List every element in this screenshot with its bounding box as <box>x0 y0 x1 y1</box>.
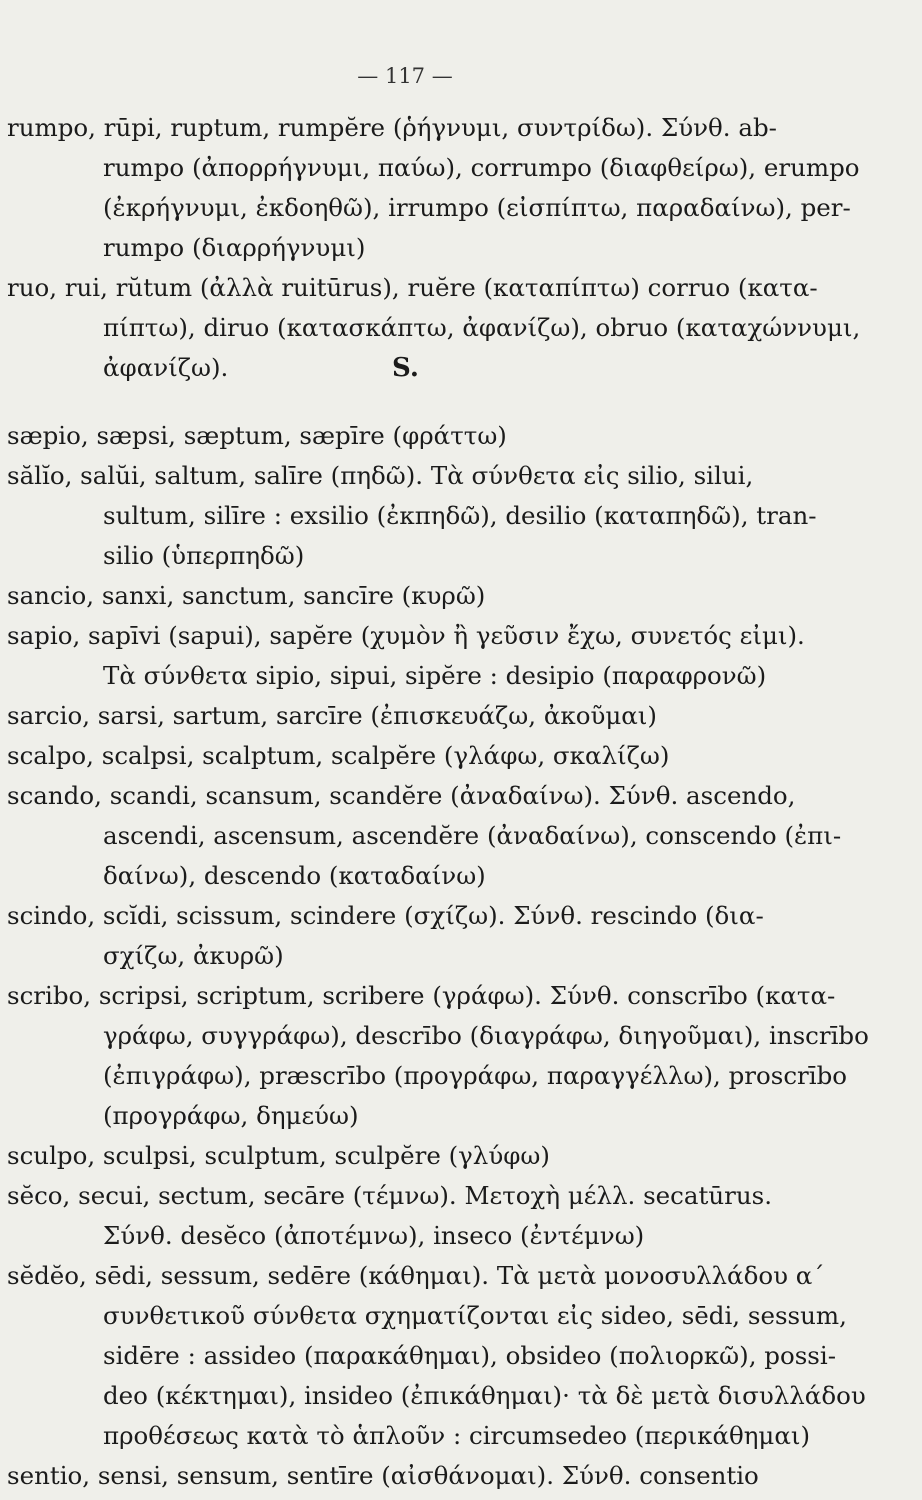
entry-headword-line: sarcio, sarsi, sartum, sarcīre (ἐπισκευάζω, ἀκοῦμαι) <box>7 701 657 730</box>
entry-continuation-line: rumpo (ἀπορρήγνυμι, παύω), corrumpo (διαφθείρω), erumpo <box>103 153 860 182</box>
entry-continuation-line: Σύνθ. desĕco (ἀποτέμνω), inseco (ἐντέμνω) <box>103 1221 645 1250</box>
entry-headword-line: sălĭo, salŭi, saltum, salīre (πηδῶ). Τὰ σύνθετα εἰς silio, silui, <box>7 461 754 490</box>
entry-continuation-line: sultum, silīre : exsilio (ἐκπηδῶ), desilio (καταπηδῶ), tran- <box>103 501 817 530</box>
entry-continuation-line: (προγράφω, δημεύω) <box>103 1101 359 1130</box>
entry-headword-line: scalpo, scalpsi, scalptum, scalpĕre (γλάφω, σκαλίζω) <box>7 741 670 770</box>
entry-headword-line: sapio, sapīvi (sapui), sapĕre (χυμὸν ἢ γεῦσιν ἔχω, συνετός εἰμι). <box>7 621 805 650</box>
entry-continuation-line: ἀφανίζω). <box>103 353 229 382</box>
entry-headword-line: scando, scandi, scansum, scandĕre (ἀναδαίνω). Σύνθ. ascendo, <box>7 781 796 810</box>
entry-continuation-line: πίπτω), diruo (κατασκάπτω, ἀφανίζω), obruo (καταχώννυμι, <box>103 313 861 342</box>
entry-headword-line: sæpio, sæpsi, sæptum, sæpīre (φράττω) <box>7 421 507 450</box>
entry-continuation-line: σχίζω, ἀκυρῶ) <box>103 941 284 970</box>
entry-continuation-line: συνθετικοῦ σύνθετα σχηματίζονται εἰς sideo, sēdi, sessum, <box>103 1301 847 1330</box>
entry-headword-line: sentio, sensi, sensum, sentīre (αἰσθάνομαι). Σύνθ. consentio <box>7 1461 759 1490</box>
page-number: — 117 — <box>357 64 453 88</box>
entry-continuation-line: ascendi, ascensum, ascendĕre (ἀναδαίνω), conscendo (ἐπι- <box>103 821 842 850</box>
entry-headword-line: rumpo, rūpi, ruptum, rumpĕre (ῥήγνυμι, συντρίδω). Σύνθ. ab- <box>7 113 777 142</box>
section-letter-heading: S. <box>392 353 419 383</box>
entry-continuation-line: δαίνω), descendo (καταδαίνω) <box>103 861 486 890</box>
entry-headword-line: scribo, scripsi, scriptum, scribere (γράφω). Σύνθ. conscrībo (κατα- <box>7 981 836 1010</box>
entry-continuation-line: (ἐπιγράφω), præscrībo (προγράφω, παραγγέλλω), proscrībo <box>103 1061 848 1090</box>
entry-continuation-line: προθέσεως κατὰ τὸ ἁπλοῦν : circumsedeo (περικάθημαι) <box>103 1421 811 1450</box>
entry-continuation-line: deo (κέκτημαι), insideo (ἐπικάθημαι)· τὰ δὲ μετὰ δισυλλάδου <box>103 1381 866 1410</box>
entry-headword-line: sĕco, secui, sectum, secāre (τέμνω). Μετοχὴ μέλλ. secatūrus. <box>7 1181 772 1210</box>
entry-headword-line: sculpo, sculpsi, sculptum, sculpĕre (γλύφω) <box>7 1141 550 1170</box>
entry-headword-line: ruo, rui, rŭtum (ἀλλὰ ruitūrus), ruĕre (καταπίπτω) corruo (κατα- <box>7 273 818 302</box>
entry-headword-line: sĕdĕo, sēdi, sessum, sedēre (κάθημαι). Τὰ μετὰ μονοσυλλάδου α´ <box>7 1261 825 1290</box>
entry-continuation-line: rumpo (διαρρήγνυμι) <box>103 233 366 262</box>
entry-continuation-line: γράφω, συγγράφω), descrībo (διαγράφω, διηγοῦμαι), inscrībo <box>103 1021 869 1050</box>
entry-headword-line: sancio, sanxi, sanctum, sancīre (κυρῶ) <box>7 581 486 610</box>
entry-continuation-line: silio (ὑπερπηδῶ) <box>103 541 305 570</box>
entry-continuation-line: sidēre : assideo (παρακάθημαι), obsideo (πολιορκῶ), possi- <box>103 1341 836 1370</box>
entry-continuation-line: Τὰ σύνθετα sipio, sipui, sipĕre : desipio (παραφρονῶ) <box>103 661 767 690</box>
entry-continuation-line: (ἐκρήγνυμι, ἐκδοηθῶ), irrumpo (εἰσπίπτω, παραδαίνω), per- <box>103 193 851 222</box>
entry-headword-line: scindo, scĭdi, scissum, scindere (σχίζω). Σύνθ. rescindo (δια- <box>7 901 764 930</box>
